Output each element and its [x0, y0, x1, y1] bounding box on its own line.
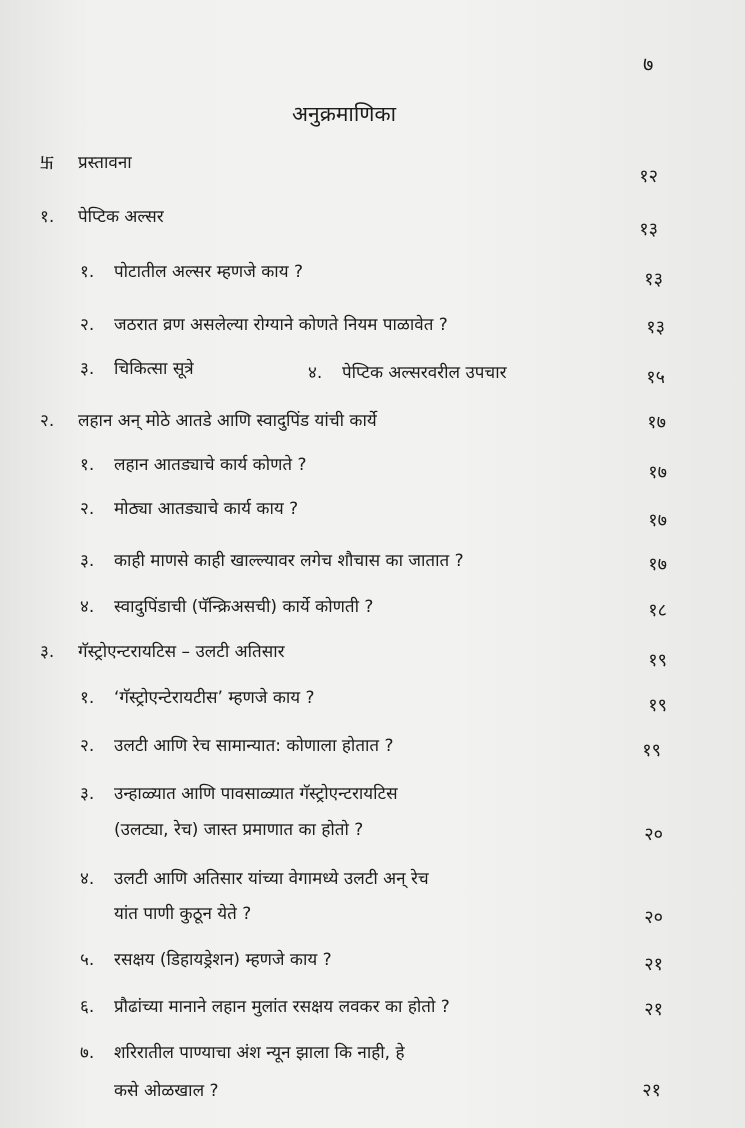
item-label-continued: कसे ओळखाल ?	[114, 1081, 219, 1101]
page-title: अनुक्रमाणिका	[292, 102, 397, 126]
item-label: पेप्टिक अल्सरवरील उपचार	[342, 363, 507, 383]
item-label-continued: (उलट्या, रेच) जास्त प्रमाणात का होतो ?	[114, 820, 364, 840]
item-number: ७.	[80, 1043, 95, 1063]
item-label: उलटी आणि अतिसार यांच्या वेगामध्ये उलटी अन् रेच	[114, 869, 429, 889]
item-label: उलटी आणि रेच सामान्यात: कोणाला होतात ?	[114, 736, 394, 756]
item-label: ‘गॅस्ट्रोएन्टेरायटीस’ म्हणजे काय ?	[114, 688, 315, 708]
entry-page: २०	[644, 907, 663, 928]
entry-page: २१	[642, 1080, 661, 1101]
item-number: १.	[80, 262, 95, 282]
chapter-number: २.	[40, 411, 55, 431]
item-number: १.	[80, 455, 95, 475]
entry-page: १९	[648, 695, 667, 716]
entry-page: २१	[644, 954, 663, 975]
item-number: १.	[80, 688, 95, 708]
entry-page: १९	[648, 650, 667, 671]
entry-page: १७	[648, 510, 667, 531]
item-label: स्वादुपिंडाची (पॅन्क्रिअसची) कार्ये कोणती ?	[114, 597, 374, 617]
item-number: ५.	[80, 950, 95, 970]
chapter-title: लहान अन् मोठे आतडे आणि स्वादुपिंड यांची कार्ये	[78, 411, 377, 431]
page-number: ७	[643, 52, 654, 76]
item-label: पोटातील अल्सर म्हणजे काय ?	[114, 262, 303, 282]
item-number: २.	[80, 315, 95, 335]
item-number: २.	[80, 736, 95, 756]
item-label: प्रौढांच्या मानाने लहान मुलांत रसक्षय लवकर का होतो ?	[114, 997, 450, 1017]
item-label: मोठ्या आतड्याचे कार्य काय ?	[114, 499, 299, 519]
swastik-symbol: 卐	[40, 156, 54, 172]
item-number: ४.	[80, 869, 95, 889]
item-number: ६.	[80, 997, 95, 1017]
chapter-number: १.	[40, 207, 55, 227]
item-label: जठरात व्रण असलेल्या रोग्याने कोणते नियम पाळावेत ?	[114, 315, 448, 335]
item-label-continued: यांत पाणी कुठून येते ?	[114, 904, 252, 924]
item-number: ४.	[80, 597, 95, 617]
entry-page: २१	[644, 999, 663, 1020]
entry-page: १५	[646, 367, 665, 388]
item-label: काही माणसे काही खाल्ल्यावर लगेच शौचास का जातात ?	[114, 551, 464, 571]
entry-page: १३	[639, 219, 658, 240]
chapter-title: पेप्टिक अल्सर	[78, 207, 164, 227]
entry-label: प्रस्तावना	[78, 153, 132, 173]
entry-page: १८	[648, 600, 667, 621]
item-number: ३.	[80, 784, 95, 804]
chapter-number: ३.	[40, 642, 55, 662]
item-label: रसक्षय (डिहायड्रेशन) म्हणजे काय ?	[114, 950, 332, 970]
entry-page: १७	[648, 554, 667, 575]
entry-page: १९	[642, 740, 661, 761]
entry-page: १७	[648, 462, 667, 483]
item-label: लहान आतड्याचे कार्य कोणते ?	[114, 455, 307, 475]
item-label: चिकित्सा सूत्रे	[114, 359, 194, 379]
entry-page: १३	[646, 317, 665, 338]
entry-page: १२	[639, 166, 658, 187]
entry-page: १३	[644, 269, 663, 290]
item-number: ३.	[80, 359, 95, 379]
entry-page: १७	[647, 412, 666, 433]
item-number: २.	[80, 499, 95, 519]
item-number: ३.	[80, 551, 95, 571]
item-label: शरिरातील पाण्याचा अंश न्यून झाला कि नाही, हे	[114, 1043, 405, 1063]
item-number: ४.	[308, 363, 323, 383]
chapter-title: गॅस्ट्रोएन्टरायटिस – उलटी अतिसार	[78, 642, 285, 662]
entry-page: २०	[644, 824, 663, 845]
item-label: उन्हाळ्यात आणि पावसाळ्यात गॅस्ट्रोएन्टरायटिस	[114, 784, 398, 804]
